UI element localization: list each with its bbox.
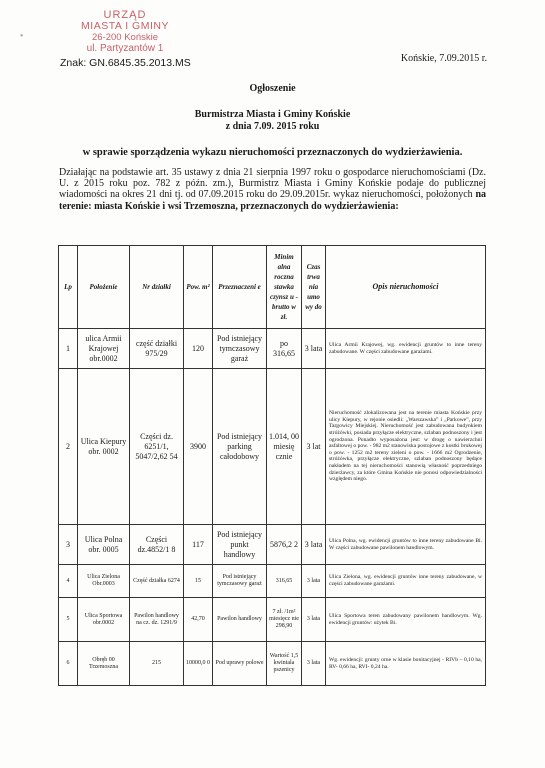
cell-przeznaczenie: Pod istniejący tymczasowy garaż xyxy=(213,565,267,598)
header-nr-dzialki: Nr działki xyxy=(130,246,184,329)
header-lp: Lp xyxy=(59,246,78,329)
cell-opis: Ulica Zielona, wg. ewidencji gruntów inne tereny zabudowane, w części zabudowane garażami. xyxy=(326,565,486,598)
cell-przeznaczenie: Pawilon handlowy xyxy=(213,598,267,642)
cell-stawka: 7 zł. /1m² miesięcz nie 298,90 xyxy=(267,598,302,642)
header-pow: Pow. m² xyxy=(184,246,213,329)
cell-przeznaczenie: Pod istniejący punkt handlowy xyxy=(213,525,267,565)
cell-opis: Ulica Sportowa teren zabudowany pawilonem handlowym. Wg. ewidencji gruntów: użytek Bi. xyxy=(326,598,486,642)
cell-opis: Ulica Armii Krajowej, wg. ewidencji gruntów to inne tereny zabudowane. W części zabudowane garażami. xyxy=(326,329,486,369)
cell-nr-dzialki: Części dz.4852/1 8 xyxy=(130,525,184,565)
header-opis: Opis nieruchomości xyxy=(326,246,486,329)
intro-paragraph xyxy=(59,167,486,212)
cell-nr-dzialki: Część działka 6274 xyxy=(130,565,184,598)
cell-stawka: 1.014, 00 miesię cznie xyxy=(267,369,302,525)
cell-stawka: 5876,2 2 xyxy=(267,525,302,565)
issue-date-line: z dnia 7.09. 2015 roku xyxy=(225,121,320,132)
cell-polozenie: Ulica Zielona Obr.0003 xyxy=(78,565,130,598)
stamp-line-1: URZĄD xyxy=(103,9,147,21)
issuer-block xyxy=(0,109,545,133)
cell-przeznaczenie: Pod istniejący parking całodobowy xyxy=(213,369,267,525)
table-row xyxy=(59,525,486,565)
header-polozenie: Położenie xyxy=(78,246,130,329)
subject-line: w sprawie sporządzenia wykazu nieruchomości przeznaczonych do wydzierżawienia. xyxy=(82,147,463,158)
table-row xyxy=(59,329,486,369)
cell-stawka: po 316,65 xyxy=(267,329,302,369)
table-header-row xyxy=(59,246,486,329)
cell-polozenie: Obręb 00 Trzemoszna xyxy=(78,642,130,686)
table-row xyxy=(59,565,486,598)
cell-lp: 1 xyxy=(59,329,78,369)
cell-nr-dzialki: Części dz. 6251/1, 5047/2,62 54 xyxy=(130,369,184,525)
cell-opis: Wg. ewidencji: grunty orne w klasie bonitacyjnej - RIVb – 0,10 ha, RV- 0,66 ha, RVI- 0,24 ha. xyxy=(326,642,486,686)
cell-lp: 5 xyxy=(59,598,78,642)
cell-nr-dzialki: część działki 975/29 xyxy=(130,329,184,369)
intro-bold-text: na terenie: miasta Końskie i wsi Trzemoszna, przeznaczonych do wydzierżawienia: xyxy=(59,189,486,212)
header-stawka: Minim alna roczna stawka czynsz u - brutto w zł. xyxy=(267,246,302,329)
cell-czas: 3 lata xyxy=(302,565,326,598)
cell-lp: 2 xyxy=(59,369,78,525)
cell-lp: 4 xyxy=(59,565,78,598)
office-stamp xyxy=(60,10,190,54)
cell-pow: 117 xyxy=(184,525,213,565)
cell-czas: 3 lata xyxy=(302,329,326,369)
cell-nr-dzialki: Pawilon handlowy na cz. dz. 1291/9 xyxy=(130,598,184,642)
issuer-line: Burmistrza Miasta i Gminy Końskie xyxy=(194,109,351,120)
cell-opis: Ulica Polna, wg. ewidencji gruntów to inne tereny zabudowane Bi. W części zabudowane pawilonem handlowym. xyxy=(326,525,486,565)
cell-polozenie: Ulica Sportowa obr.0002 xyxy=(78,598,130,642)
property-table-wrap xyxy=(58,245,486,686)
cell-czas: 3 lata xyxy=(302,525,326,565)
stamp-line-4: ul. Partyzantów 1 xyxy=(86,43,164,54)
cell-czas: 3 lat xyxy=(302,369,326,525)
cell-stawka: 316,65 xyxy=(267,565,302,598)
cell-polozenie: Ulica Kiepury obr. 0002 xyxy=(78,369,130,525)
cell-przeznaczenie: Pod uprawy polowe xyxy=(213,642,267,686)
cell-pow: 42,70 xyxy=(184,598,213,642)
stamp-line-3: 26-200 Końskie xyxy=(91,32,159,43)
header-przeznaczenie: Przeznaczeni e xyxy=(213,246,267,329)
cell-lp: 6 xyxy=(59,642,78,686)
cell-czas: 3 lata xyxy=(302,598,326,642)
cell-polozenie: ulica Armii Krajowej obr.0002 xyxy=(78,329,130,369)
cell-pow: 15 xyxy=(184,565,213,598)
table-row xyxy=(59,598,486,642)
cell-pow: 3900 xyxy=(184,369,213,525)
cell-lp: 3 xyxy=(59,525,78,565)
cell-opis: Nieruchomość zlokalizowana jest na terenie miasta Końskie przy ulicy Kiepury, w rejonie osiedli: „Warszawska” i „Parkowe”, przy Targowicy Miejskiej. Nieruchomość jest zabudowana budynkiem stróżówki, posiada przyłącze elektryczne, szlaban podnoszony i jest ogrodzona. Ponadto wyposażona jest: w drogę o nawierzchni asfaltowej o pow. - 982 m2 stanowiska postojowe z kostki brukowej o pow. - 1252 m2 tereny zieleni o pow. - 1666 m2 Ogrodzenie, stróżówka, przyłącze elektryczne, szlaban podnoszony będące nakładem na tej nieruchomości stanowią własność poprzedniego dzierżawcy, za które Gmina Końskie nie ponosi odpowiedzialności względem niego. xyxy=(326,369,486,525)
cell-polozenie: Ulica Polna obr. 0005 xyxy=(78,525,130,565)
property-table xyxy=(58,245,486,686)
cell-stawka: Wartość 1,5 kwintala pszenicy xyxy=(267,642,302,686)
cell-pow: 10000,0 0 xyxy=(184,642,213,686)
table-row xyxy=(59,642,486,686)
cell-pow: 120 xyxy=(184,329,213,369)
stamp-line-2: MIASTA I GMINY xyxy=(81,20,169,32)
cell-czas: 3 lata xyxy=(302,642,326,686)
document-heading: Ogłoszenie xyxy=(249,83,296,94)
corner-mark: * xyxy=(20,33,24,41)
cell-nr-dzialki: 215 xyxy=(130,642,184,686)
header-czas: Czas trwa nia umo wy do xyxy=(302,246,326,329)
intro-text: Działając na podstawie art. 35 ustawy z dnia 21 sierpnia 1997 roku o gospodarce nieruchomościami (Dz. U. z 2015 roku poz. 782 z późn. zm.), Burmistrz Miasta i Gminy Końskie podaje do publicznej wiadomości na okres 21 dni tj. od 07.09.2015 roku do 29.09.2015r. wykaz nieruchomości, położonych xyxy=(59,167,486,201)
table-row xyxy=(59,369,486,525)
document-date: Końskie, 7.09.2015 r. xyxy=(400,53,487,64)
cell-przeznaczenie: Pod istniejący tymczasowy garaż xyxy=(213,329,267,369)
reference-number: Znak: GN.6845.35.2013.MS xyxy=(60,57,191,69)
